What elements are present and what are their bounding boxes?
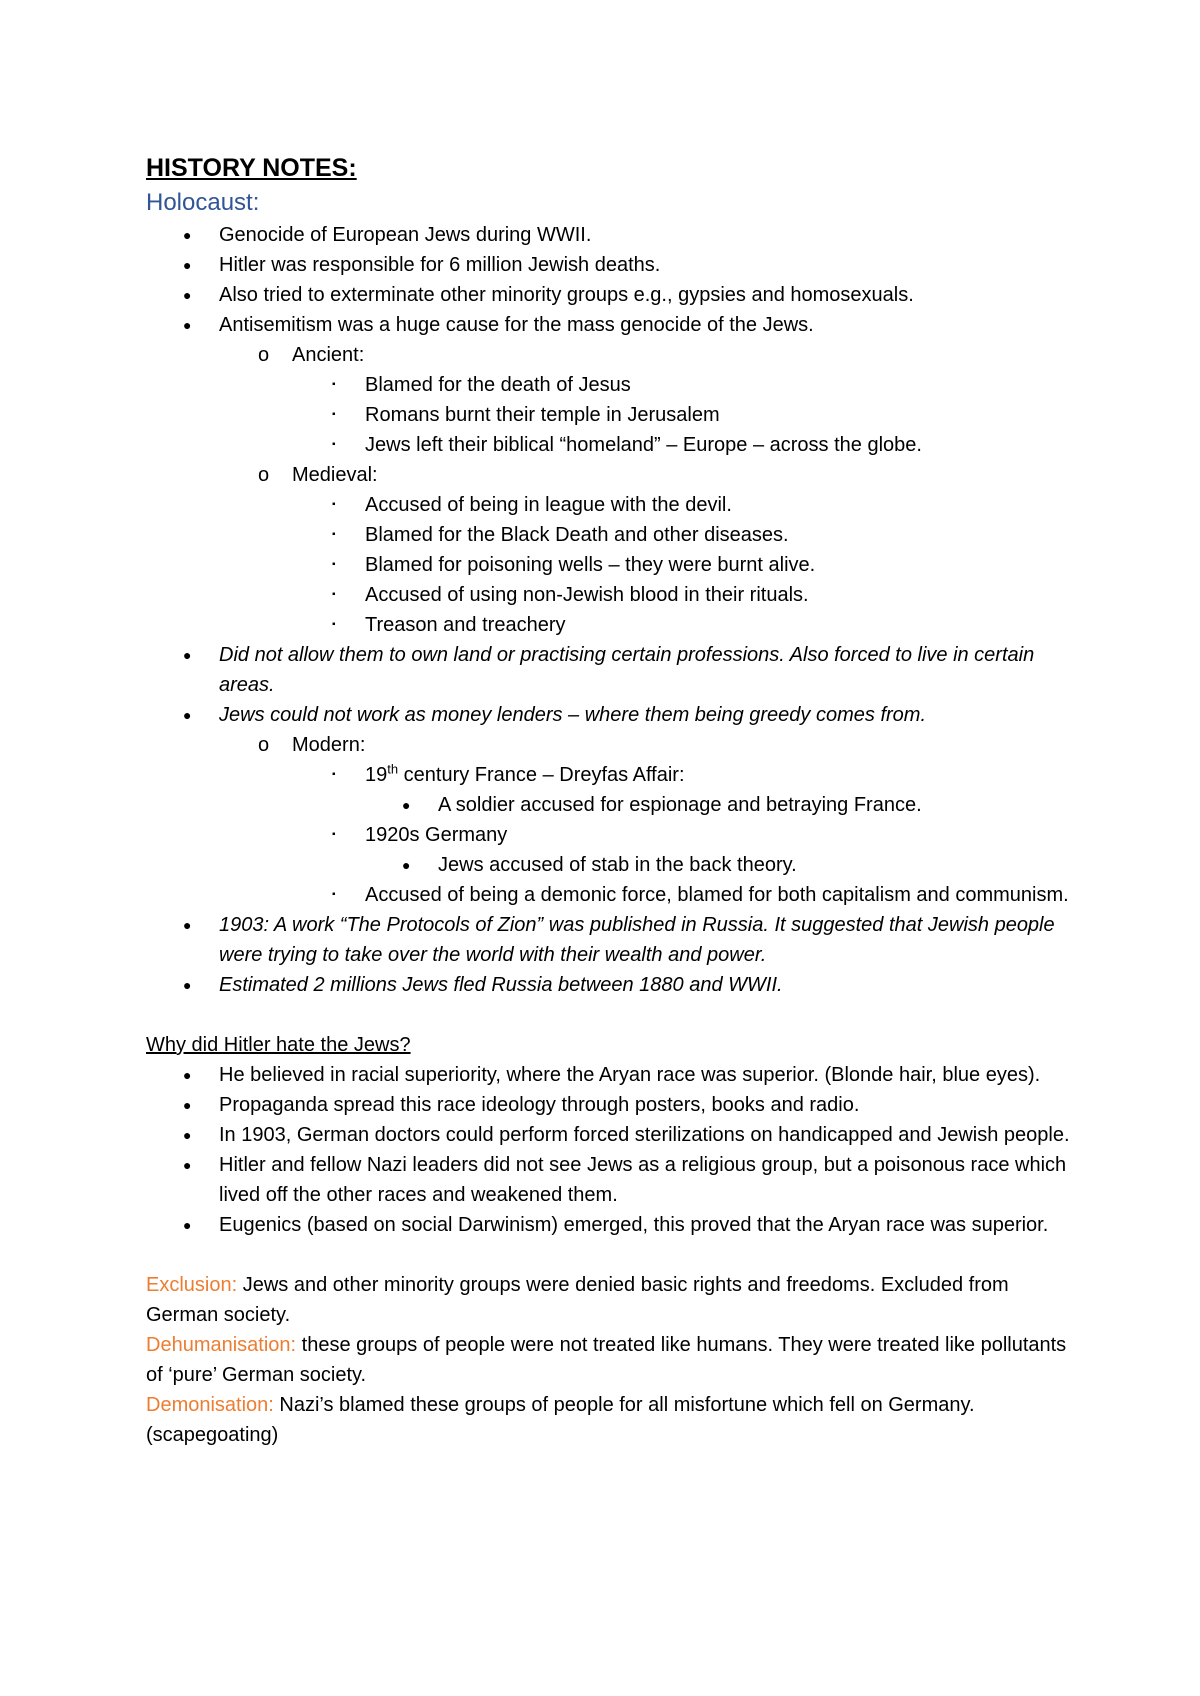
square-bullet-icon: ▪ [332, 409, 336, 420]
term-definition-exclusion: Exclusion: Jews and other minority groups were denied basic rights and freedoms. Excluded from German society. [146, 1274, 1009, 1326]
bullet-icon: ● [183, 917, 192, 933]
section-heading-holocaust: Holocaust: [146, 189, 260, 216]
list-item: ● In 1903, German doctors could perform forced sterilizations on handicapped and Jewish people. [146, 1120, 1076, 1150]
term-definition-demonisation: Demonisation: Nazi’s blamed these groups of people for all misfortune which fell on Germany. (scapegoating) [146, 1394, 975, 1446]
bullet-icon: ● [402, 857, 411, 873]
list-item: ● Jews accused of stab in the back theory. [146, 850, 1076, 880]
square-bullet-icon: ▪ [332, 589, 336, 600]
bullet-icon: ● [183, 647, 192, 663]
list-item: ● Propaganda spread this race ideology through posters, books and radio. [146, 1090, 1076, 1120]
square-bullet-icon: ▪ [332, 529, 336, 540]
list-item: ▪ Accused of being in league with the devil. [146, 490, 1076, 520]
list-item: ● Hitler and fellow Nazi leaders did not see Jews as a religious group, but a poisonous race which lived off the other races and weakened them. [146, 1150, 1076, 1210]
bullet-icon: ● [183, 317, 192, 333]
bullet-icon: ● [183, 287, 192, 303]
bullet-icon: ● [183, 1067, 192, 1083]
square-bullet-icon: ▪ [332, 769, 336, 780]
bullet-icon: ● [183, 707, 192, 723]
square-bullet-icon: ▪ [332, 889, 336, 900]
list-item-italic: ● Jews could not work as money lenders – where them being greedy comes from. [146, 700, 1076, 730]
list-item: ● A soldier accused for espionage and betraying France. [146, 790, 1076, 820]
term-label: Demonisation: [146, 1394, 274, 1416]
square-bullet-icon: ▪ [332, 619, 336, 630]
list-item: ● He believed in racial superiority, where the Aryan race was superior. (Blonde hair, blue eyes). [146, 1060, 1076, 1090]
square-bullet-icon: ▪ [332, 559, 336, 570]
square-bullet-icon: ▪ [332, 499, 336, 510]
list-item: ▪ Accused of using non-Jewish blood in their rituals. [146, 580, 1076, 610]
bullet-icon: ● [183, 1097, 192, 1113]
square-bullet-icon: ▪ [332, 829, 336, 840]
list-item-italic: ● Did not allow them to own land or practising certain professions. Also forced to live in certain areas. [146, 640, 1076, 700]
term-definition-dehumanisation: Dehumanisation: these groups of people were not treated like humans. They were treated like pollutants of ‘pure’ German society. [146, 1334, 1067, 1386]
bullet-icon: ● [183, 977, 192, 993]
bullet-icon: ● [183, 257, 192, 273]
section-heading-why: Why did Hitler hate the Jews? [146, 1034, 411, 1056]
circle-bullet-icon: o [258, 344, 270, 366]
list-item: ▪ Accused of being a demonic force, blamed for both capitalism and communism. [146, 880, 1076, 910]
sublist-ancient: o Ancient: [146, 340, 1076, 370]
list-item: ● Antisemitism was a huge cause for the mass genocide of the Jews. [146, 310, 1076, 340]
list-item: ▪ Romans burnt their temple in Jerusalem [146, 400, 1076, 430]
list-item: ▪ Blamed for the Black Death and other diseases. [146, 520, 1076, 550]
bullet-icon: ● [183, 227, 192, 243]
sublist-medieval: o Medieval: [146, 460, 1076, 490]
list-item: ● Eugenics (based on social Darwinism) emerged, this proved that the Aryan race was superior. [146, 1210, 1076, 1240]
spacer [146, 1240, 1076, 1270]
square-bullet-icon: ▪ [332, 439, 336, 450]
term-label: Exclusion: [146, 1274, 238, 1296]
page-title: HISTORY NOTES: [146, 154, 357, 182]
bullet-icon: ● [183, 1127, 192, 1143]
spacer [146, 1000, 1076, 1030]
list-item: ▪ Treason and treachery [146, 610, 1076, 640]
list-item: ▪ Blamed for poisoning wells – they were burnt alive. [146, 550, 1076, 580]
list-item: ▪ Blamed for the death of Jesus [146, 370, 1076, 400]
list-item: ▪ Jews left their biblical “homeland” – Europe – across the globe. [146, 430, 1076, 460]
list-item: ● Genocide of European Jews during WWII. [146, 220, 1076, 250]
square-bullet-icon: ▪ [332, 379, 336, 390]
list-item: ● Hitler was responsible for 6 million Jewish deaths. [146, 250, 1076, 280]
circle-bullet-icon: o [258, 464, 270, 486]
list-item-italic: ● Estimated 2 millions Jews fled Russia between 1880 and WWII. [146, 970, 1076, 1000]
list-item: ● Also tried to exterminate other minority groups e.g., gypsies and homosexuals. [146, 280, 1076, 310]
circle-bullet-icon: o [258, 734, 270, 756]
bullet-icon: ● [402, 797, 411, 813]
list-item: ▪ 19th century France – Dreyfas Affair: [146, 760, 1076, 790]
bullet-icon: ● [183, 1217, 192, 1233]
bullet-icon: ● [183, 1157, 192, 1173]
list-item: ▪ 1920s Germany [146, 820, 1076, 850]
sublist-modern: o Modern: [146, 730, 1076, 760]
list-item-italic: ● 1903: A work “The Protocols of Zion” was published in Russia. It suggested that Jewish people were trying to take over the world with their wealth and power. [146, 910, 1076, 970]
document-content [146, 150, 1076, 1450]
term-label: Dehumanisation: [146, 1334, 297, 1356]
